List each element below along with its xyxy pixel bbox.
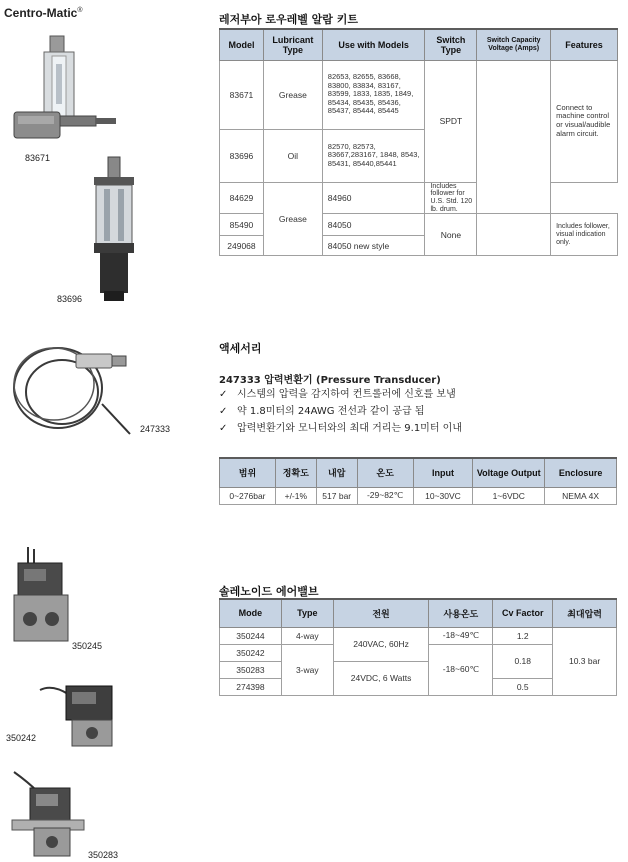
kit-header: Lubricant Type [263,29,322,60]
kit-lubricant-cell: Oil [263,129,322,182]
kit-model-cell: 249068 [220,236,264,256]
kit-table [219,28,618,256]
photo-caption: 247333 [140,424,171,434]
solenoid-valve-photo [10,545,72,645]
valve-cv-cell: 0.18 [493,644,553,678]
photo-caption: 350242 [6,733,37,743]
valve-model-cell: 350283 [220,661,282,678]
valve-title: 솔레노이드 에어밸브 [219,585,319,598]
table-row [220,487,617,504]
valve-temp-cell: -18~49℃ [429,627,493,644]
valve-cv-cell: 1.2 [493,627,553,644]
kit-header-row [220,29,618,60]
kit-header: Use with Models [322,29,425,60]
transducer-header: 범위 [220,458,276,487]
valve-max-pressure-cell: 10.3 bar [553,627,617,695]
table-row [220,182,618,214]
photo-caption: 83696 [57,294,83,304]
kit-model-cell: 83696 [220,129,264,182]
table-row [220,60,618,129]
valve-header: Type [281,599,333,627]
transducer-cell: 10~30VC [413,487,473,504]
kit-header: Features [551,29,618,60]
check-icon: ✓ [219,423,228,434]
kit-models-cell: 84050 [322,214,425,236]
valve-header: 사용온도 [429,599,493,627]
solenoid-valve-photo [38,680,128,750]
kit-capacity-cell [477,214,551,256]
valve-header-row [220,599,617,627]
kit-header: Model [220,29,264,60]
transducer-header: 정확도 [275,458,316,487]
valve-type-cell: 4-way [281,627,333,644]
valve-model-cell: 274398 [220,678,282,695]
valve-header: Cv Factor [493,599,553,627]
valve-model-cell: 350244 [220,627,282,644]
transducer-cell: 517 bar [316,487,357,504]
kit-switch-cell: SPDT [425,60,477,182]
list-item: ✓ 시스템의 압력을 감지하여 컨트롤러에 신호를 보냄 [219,386,462,403]
transducer-cell: 0~276bar [220,487,276,504]
table-row [220,627,617,644]
transducer-header: Voltage Output [473,458,545,487]
kit-model-cell: 83671 [220,60,264,129]
accessory-bullet-list [219,386,462,437]
transducer-spec-table [219,457,617,505]
valve-header: 전원 [333,599,429,627]
photo-caption: 350245 [72,641,103,651]
transducer-header: 내압 [316,458,357,487]
kit-models-cell: 84960 [322,182,425,214]
valve-power-cell: 240VAC, 60Hz [333,627,429,661]
transducer-header-row [220,458,617,487]
check-icon: ✓ [219,406,228,417]
accessory-title: 액세서리 [219,342,262,355]
lube-level-switch-photo [10,34,120,154]
pressure-transducer-photo [6,332,136,442]
kit-feature-cell: Includes follower, visual indication only. [551,214,618,256]
reservoir-level-switch-photo [86,155,146,305]
kit-switch-cell: None [425,214,477,256]
transducer-header: 온도 [357,458,413,487]
list-item: ✓ 압력변환기와 모니터와의 최대 거리는 9.1미터 이내 [219,420,462,437]
valve-power-cell: 24VDC, 6 Watts [333,661,429,695]
solenoid-valve-photo [8,770,88,860]
valve-cv-cell: 0.5 [493,678,553,695]
kit-model-cell: 85490 [220,214,264,236]
photo-caption: 350283 [88,850,119,860]
valve-header: 최대압력 [553,599,617,627]
kit-capacity-cell [477,60,551,214]
kit-feature-cell: Connect to machine control or visual/audible alarm circuit. [551,60,618,182]
valve-type-cell: 3-way [281,644,333,695]
valve-model-cell: 350242 [220,644,282,661]
accessory-subtitle: 247333 압력변환기 (Pressure Transducer) [219,375,441,386]
kit-feature-cell: Includes follower for U.S. Std. 120 lb. drum. [425,182,477,214]
transducer-cell: NEMA 4X [545,487,617,504]
valve-table [219,598,617,696]
kit-header: Switch Capacity Voltage (Amps) [477,29,551,60]
valve-header: Mode [220,599,282,627]
kit-title: 레저부아 로우레벨 알람 키트 [219,13,358,26]
transducer-cell: 1~6VDC [473,487,545,504]
list-item: ✓ 약 1.8미터의 24AWG 전선과 같이 공급 됨 [219,403,462,420]
kit-lubricant-cell: Grease [263,182,322,256]
transducer-cell: +/-1% [275,487,316,504]
photo-caption: 83671 [25,153,51,163]
kit-lubricant-cell: Grease [263,60,322,129]
kit-header: Switch Type [425,29,477,60]
valve-temp-cell: -18~60℃ [429,644,493,695]
kit-models-cell: 82653, 82655, 83668, 83800, 83834, 83167, 83599, 1833, 1835, 1849, 85434, 85435, 85436, 85437, 85444, 85445 [322,60,425,129]
kit-model-cell: 84629 [220,182,264,214]
transducer-header: Input [413,458,473,487]
kit-models-cell: 82570, 82573, 83667,283167, 1848, 8543, 85431, 85440,85441 [322,129,425,182]
transducer-cell: -29~82℃ [357,487,413,504]
kit-models-cell: 84050 new style [322,236,425,256]
check-icon: ✓ [219,389,228,400]
transducer-header: Enclosure [545,458,617,487]
brand-title: Centro-Matic® [4,6,83,20]
